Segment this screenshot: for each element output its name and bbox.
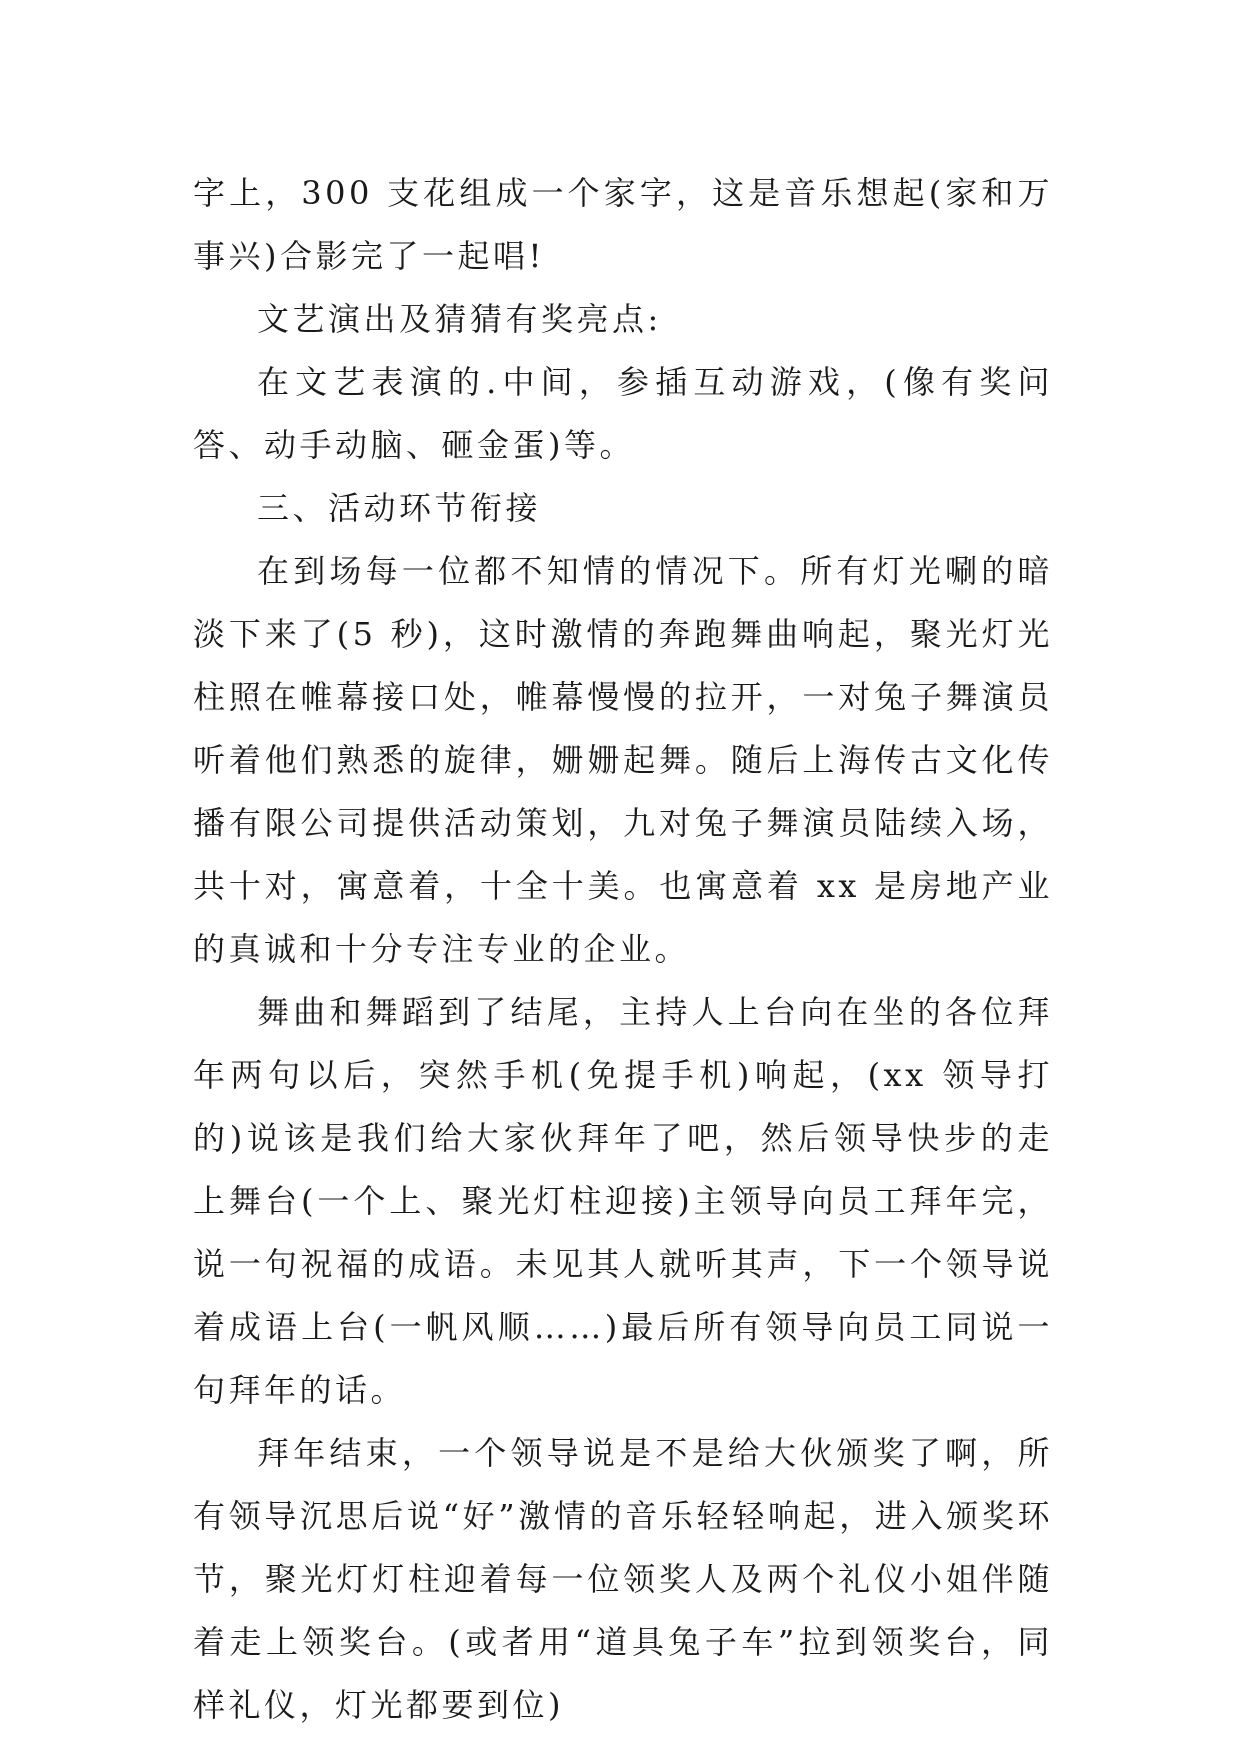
paragraph-opening-dance: 在到场每一位都不知情的情况下。所有灯光唰的暗淡下来了(5 秒)，这时激情的奔跑舞曲响起，聚光灯光柱照在帷幕接口处，帷幕慢慢的拉开，一对兔子舞演员听着他们熟悉的旋律，姗姗起舞。随后上海传古文化传播有限公司提供活动策划，九对兔子舞演员陆续入场，共十对，寓意着，十全十美。也寓意着 xx 是房地产业的真诚和十分专注专业的企业。 [193,552,1053,968]
paragraph-leader-greetings: 舞曲和舞蹈到了结尾，主持人上台向在坐的各位拜年两句以后，突然手机(免提手机)响起，(xx 领导打的)说该是我们给大家伙拜年了吧，然后领导快步的走上舞台(一个上、聚光灯柱迎接)主领导向员工拜年完，说一句祝福的成语。未见其人就听其声，下一个领导说着成语上台(一帆风顺……)最后所有领导向员工同说一句拜年的话。 [193,993,1053,1409]
paragraph-interactive-games: 在文艺表演的.中间，参插互动游戏，(像有奖问答、动手动脑、砸金蛋)等。 [193,363,1053,464]
paragraph-award-ceremony: 拜年结束，一个领导说是不是给大伙颁奖了啊，所有领导沉思后说“好”激情的音乐轻轻响起，进入颁奖环节，聚光灯灯柱迎着每一位领奖人及两个礼仪小姐伴随着走上领奖台。(或者用“道具兔子车”拉到领奖台，同样礼仪，灯光都要到位) [193,1434,1053,1724]
paragraph-performance-highlights: 文艺演出及猜猜有奖亮点: [257,300,662,338]
section-heading-activity-transition: 三、活动环节衔接 [257,489,542,527]
document-body [193,162,1053,1737]
paragraph-continuation: 字上，300 支花组成一个家字，这是音乐想起(家和万事兴)合影完了一起唱! [193,174,1053,275]
